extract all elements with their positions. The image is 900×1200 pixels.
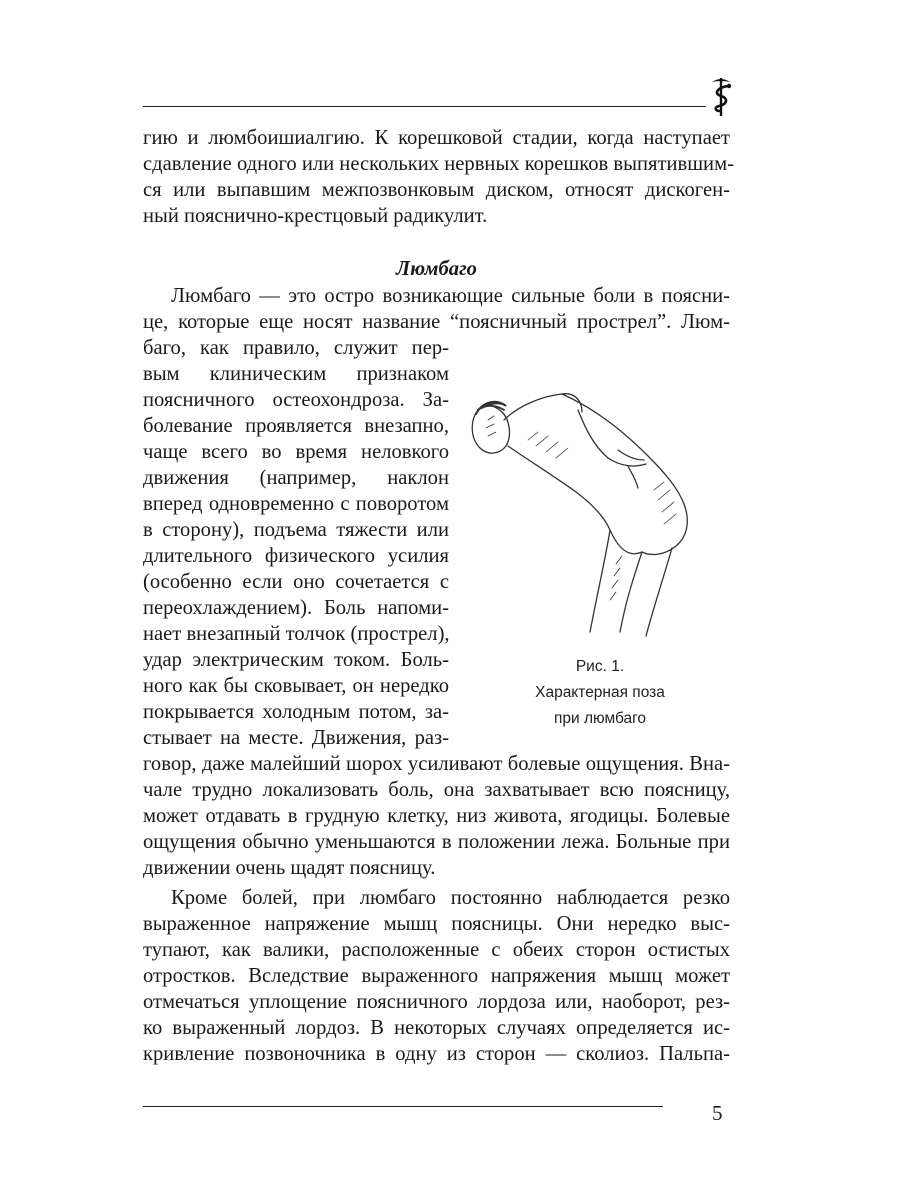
text-line: ный пояснично-крестцовый радикулит. — [143, 205, 488, 227]
caduceus-icon — [708, 74, 734, 118]
text-line: говор, даже малейший шорох усиливают болевые ощущения. Вна- — [143, 753, 730, 775]
text-line: покрывается холодным потом, за- — [143, 701, 449, 723]
figure-caption-title: Характерная поза — [535, 684, 665, 701]
text-line: ощущения обычно уменьшаются в положении лежа. Больные при — [143, 831, 730, 853]
text-line: Люмбаго — это остро возникающие сильные боли в поясни- — [171, 285, 730, 307]
figure-illustration — [458, 380, 698, 640]
text-line: движении очень щадят поясницу. — [143, 857, 436, 879]
text-line: отмечаться уплощение поясничного лордоза или, наоборот, рез- — [143, 991, 730, 1013]
text-line: поясничного остеохондроза. За- — [143, 389, 449, 411]
text-line: нает внезапный толчок (прострел), — [143, 623, 450, 645]
text-line: баго, как правило, служит пер- — [143, 337, 449, 359]
text-line: стывает на месте. Движения, раз- — [143, 727, 449, 749]
text-line: ного как бы сковывает, он нередко — [143, 675, 449, 697]
text-line: переохлаждением). Боль напоми- — [143, 597, 449, 619]
text-line: сдавление одного или нескольких нервных корешков выпятившим- — [143, 153, 734, 175]
text-line: чале трудно локализовать боль, она захватывает всю поясницу, — [143, 779, 730, 801]
header-rule — [143, 106, 706, 107]
text-line: в сторону), подъема тяжести или — [143, 519, 449, 541]
footer-rule — [143, 1106, 663, 1107]
text-line: длительного физического усилия — [143, 545, 449, 567]
section-heading: Люмбаго — [396, 258, 477, 280]
text-line: гию и люмбоишиалгию. К корешковой стадии, когда наступает — [143, 127, 730, 149]
text-line: це, которые еще носят название “поясничный прострел”. Люм- — [143, 311, 730, 333]
text-line: выраженное напряжение мышц поясницы. Они нередко выс- — [143, 913, 730, 935]
page-number: 5 — [712, 1101, 723, 1125]
text-line: ко выраженный лордоз. В некоторых случаях определяется ис- — [143, 1017, 730, 1039]
text-line: Кроме болей, при люмбаго постоянно наблюдается резко — [171, 887, 730, 909]
text-line: кривление позвоночника в одну из сторон — сколиоз. Пальпа- — [143, 1043, 730, 1065]
text-line: вперед одновременно с поворотом — [143, 493, 449, 515]
text-line: (особенно если оно сочетается с — [143, 571, 449, 593]
text-line: движения (например, наклон — [143, 467, 449, 489]
text-line: удар электрическим током. Боль- — [143, 649, 449, 671]
text-line: отростков. Вследствие выраженного напряжения мышц может — [143, 965, 730, 987]
figure-caption-title: при люмбаго — [553, 710, 647, 727]
text-line: тупают, как валики, расположенные с обеих сторон остистых — [143, 939, 730, 961]
text-line: болевание проявляется внезапно, — [143, 415, 449, 437]
figure-caption-label: Рис. 1. — [575, 658, 625, 675]
text-line: вым клиническим признаком — [143, 363, 449, 385]
text-line: ся или выпавшим межпозвонковым диском, относят дискоген- — [143, 179, 730, 201]
text-line: чаще всего во время неловкого — [143, 441, 449, 463]
text-line: может отдавать в грудную клетку, низ живота, ягодицы. Болевые — [143, 805, 730, 827]
